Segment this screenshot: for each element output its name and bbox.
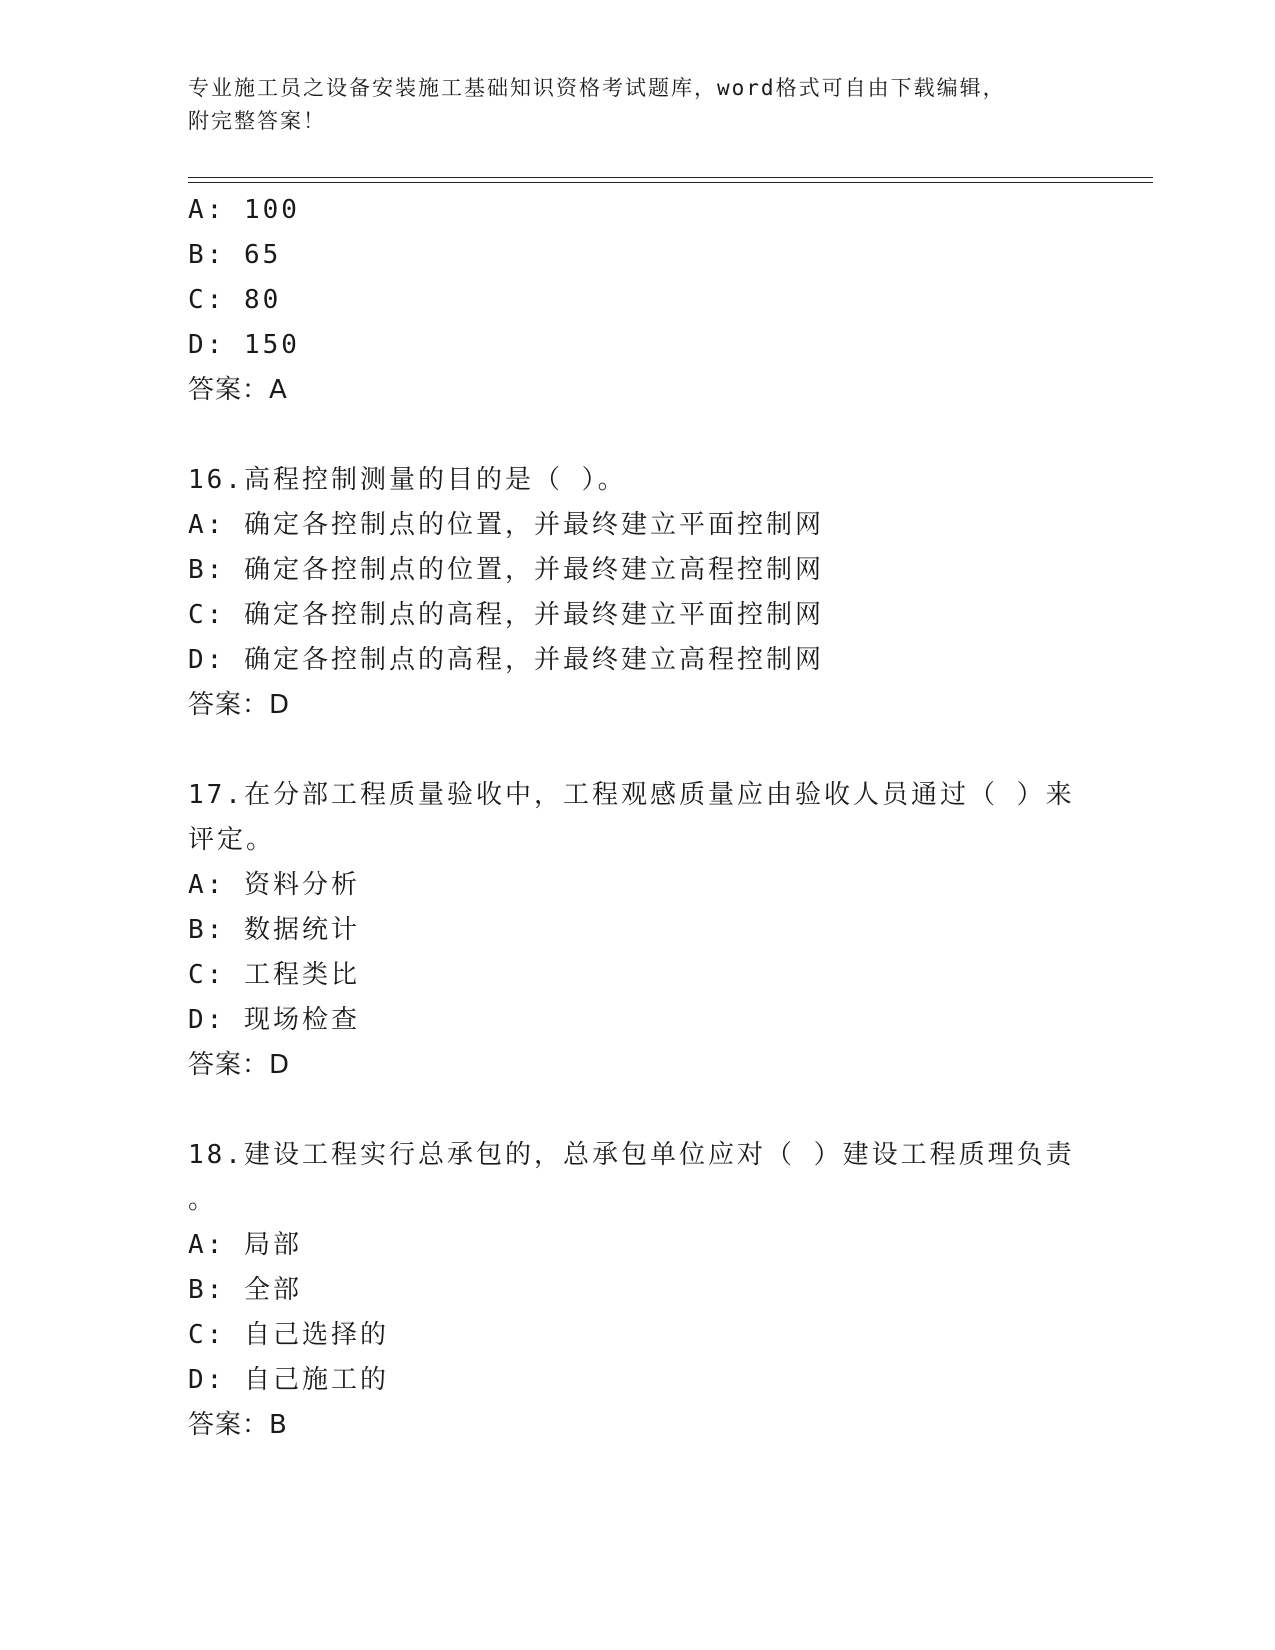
- q16-option-a: A: 确定各控制点的位置，并最终建立平面控制网: [188, 510, 824, 540]
- header-divider-top: [188, 177, 1153, 178]
- q18-option-a: A: 局部: [188, 1230, 302, 1260]
- q17-question-line-2: 评定。: [188, 825, 276, 855]
- q18-option-d: D: 自己施工的: [188, 1365, 389, 1395]
- q15-option-a: A: 100: [188, 195, 300, 225]
- q17-answer: 答案：D: [188, 1050, 291, 1080]
- q15-option-b: B: 65: [188, 240, 282, 270]
- document-header: [188, 72, 1088, 138]
- q16-option-c: C: 确定各控制点的高程，并最终建立平面控制网: [188, 600, 824, 630]
- q18-answer: 答案：B: [188, 1410, 288, 1440]
- q16-option-b: B: 确定各控制点的位置，并最终建立高程控制网: [188, 555, 824, 585]
- q16-question: 16.高程控制测量的目的是（ ）。: [188, 465, 627, 495]
- q18-question-line-2: 。: [188, 1185, 218, 1215]
- header-divider-bottom: [188, 182, 1153, 183]
- q17-option-d: D: 现场检查: [188, 1005, 360, 1035]
- q17-option-b: B: 数据统计: [188, 915, 360, 945]
- q16-option-d: D: 确定各控制点的高程，并最终建立高程控制网: [188, 645, 824, 675]
- q17-option-a: A: 资料分析: [188, 870, 360, 900]
- header-line-2: 附完整答案！: [188, 109, 326, 133]
- header-line-1: 专业施工员之设备安装施工基础知识资格考试题库，word格式可自由下载编辑，: [188, 76, 1006, 100]
- q17-question-line-1: 17.在分部工程质量验收中，工程观感质量应由验收人员通过（ ）来: [188, 780, 1075, 810]
- q16-answer: 答案：D: [188, 690, 291, 720]
- q18-option-b: B: 全部: [188, 1275, 302, 1305]
- q15-answer: 答案：A: [188, 375, 288, 405]
- q17-option-c: C: 工程类比: [188, 960, 360, 990]
- q18-option-c: C: 自己选择的: [188, 1320, 389, 1350]
- q18-question-line-1: 18.建设工程实行总承包的，总承包单位应对（ ）建设工程质理负责: [188, 1140, 1075, 1170]
- q15-option-d: D: 150: [188, 330, 300, 360]
- q15-option-c: C: 80: [188, 285, 282, 315]
